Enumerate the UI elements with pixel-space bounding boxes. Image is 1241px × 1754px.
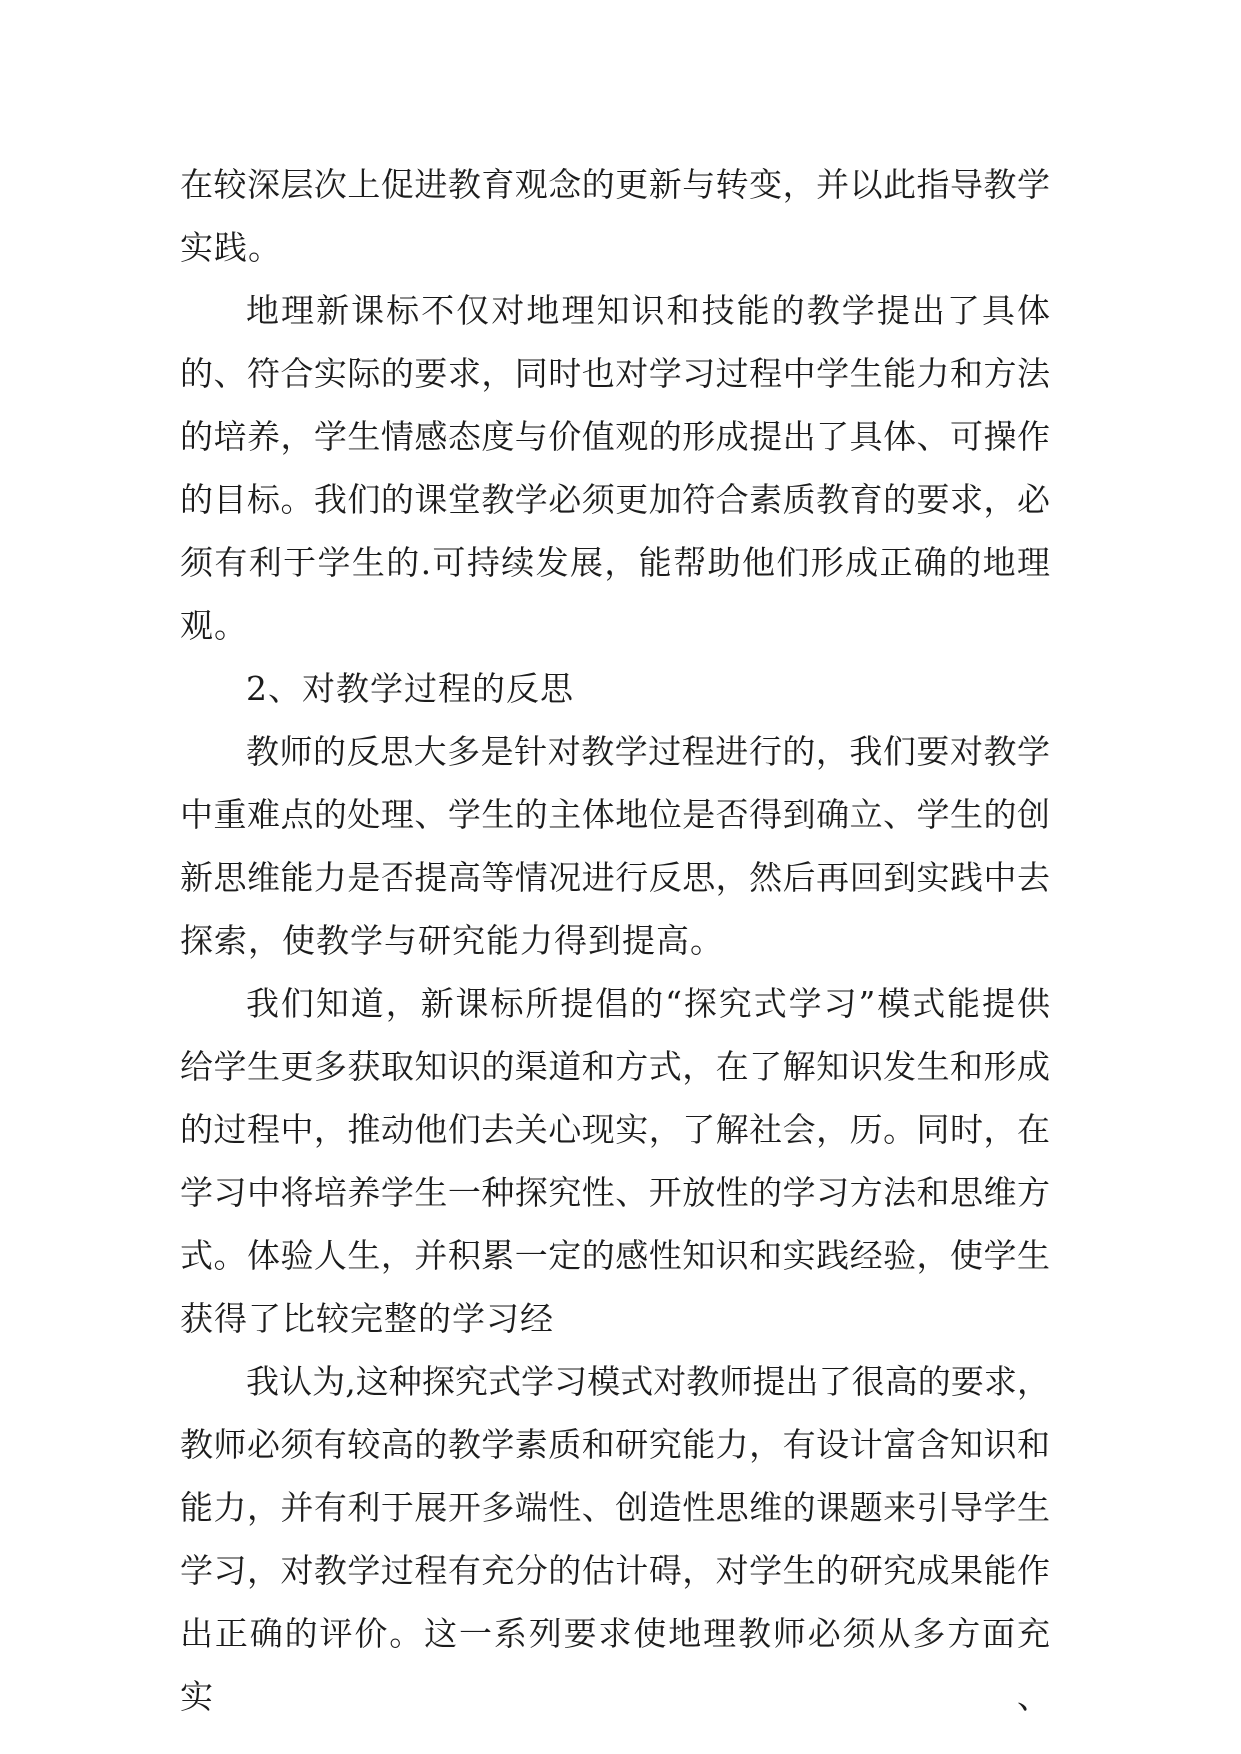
text-line: 学习，对教学过程有充分的估计碍，对学生的研究成果能作 <box>180 1551 1050 1590</box>
text-line: 实践。 <box>180 228 282 267</box>
text-line: 获得了比较完整的学习经 <box>180 1299 554 1338</box>
text-line: 学习中将培养学生一种探究性、开放性的学习方法和思维方 <box>180 1173 1050 1212</box>
paragraph-continuation <box>180 153 1050 279</box>
text-line: 的过程中，推动他们去关心现实，了解社会，历。同时，在 <box>180 1110 1050 1149</box>
section-heading-paragraph <box>180 657 1050 720</box>
text-line: 中重难点的处理、学生的主体地位是否得到确立、学生的创 <box>180 795 1050 834</box>
text-line: 能力，并有利于展开多端性、创造性思维的课题来引导学生 <box>180 1488 1050 1527</box>
paragraph-teacher-reflection <box>180 720 1050 972</box>
text-line: 地理新课标不仅对地理知识和技能的教学提出了具体 <box>246 291 1050 330</box>
section-heading: 2、对教学过程的反思 <box>246 669 574 708</box>
body-text <box>180 153 1050 1716</box>
text-line: 出正确的评价。这一系列要求使地理教师必须从多方面充实、 <box>180 1614 1050 1716</box>
text-line: 我们知道，新课标所提倡的“探究式学习”模式能提供 <box>246 984 1050 1023</box>
paragraph-teacher-requirements <box>180 1350 1050 1716</box>
text-line: 的目标。我们的课堂教学必须更加符合素质教育的要求，必 <box>180 480 1050 519</box>
text-line: 在较深层次上促进教育观念的更新与转变，并以此指导教学 <box>180 165 1050 204</box>
text-line: 给学生更多获取知识的渠道和方式，在了解知识发生和形成 <box>180 1047 1050 1086</box>
text-line: 教师的反思大多是针对教学过程进行的，我们要对教学 <box>246 732 1050 771</box>
text-line: 观。 <box>180 606 248 645</box>
text-line: 教师必须有较高的教学素质和研究能力，有设计富含知识和 <box>180 1425 1050 1464</box>
paragraph-new-curriculum <box>180 279 1050 657</box>
text-line: 我认为,这种探究式学习模式对教师提出了很高的要求， <box>246 1362 1050 1401</box>
text-line: 须有利于学生的.可持续发展，能帮助他们形成正确的地理 <box>180 543 1050 582</box>
text-line: 的培养，学生情感态度与价值观的形成提出了具体、可操作 <box>180 417 1050 456</box>
text-line: 新思维能力是否提高等情况进行反思，然后再回到实践中去 <box>180 858 1050 897</box>
paragraph-inquiry-learning <box>180 972 1050 1350</box>
text-line: 的、符合实际的要求，同时也对学习过程中学生能力和方法 <box>180 354 1050 393</box>
text-line: 探索，使教学与研究能力得到提高。 <box>180 921 724 960</box>
text-line: 式。体验人生，并积累一定的感性知识和实践经验，使学生 <box>180 1236 1050 1275</box>
